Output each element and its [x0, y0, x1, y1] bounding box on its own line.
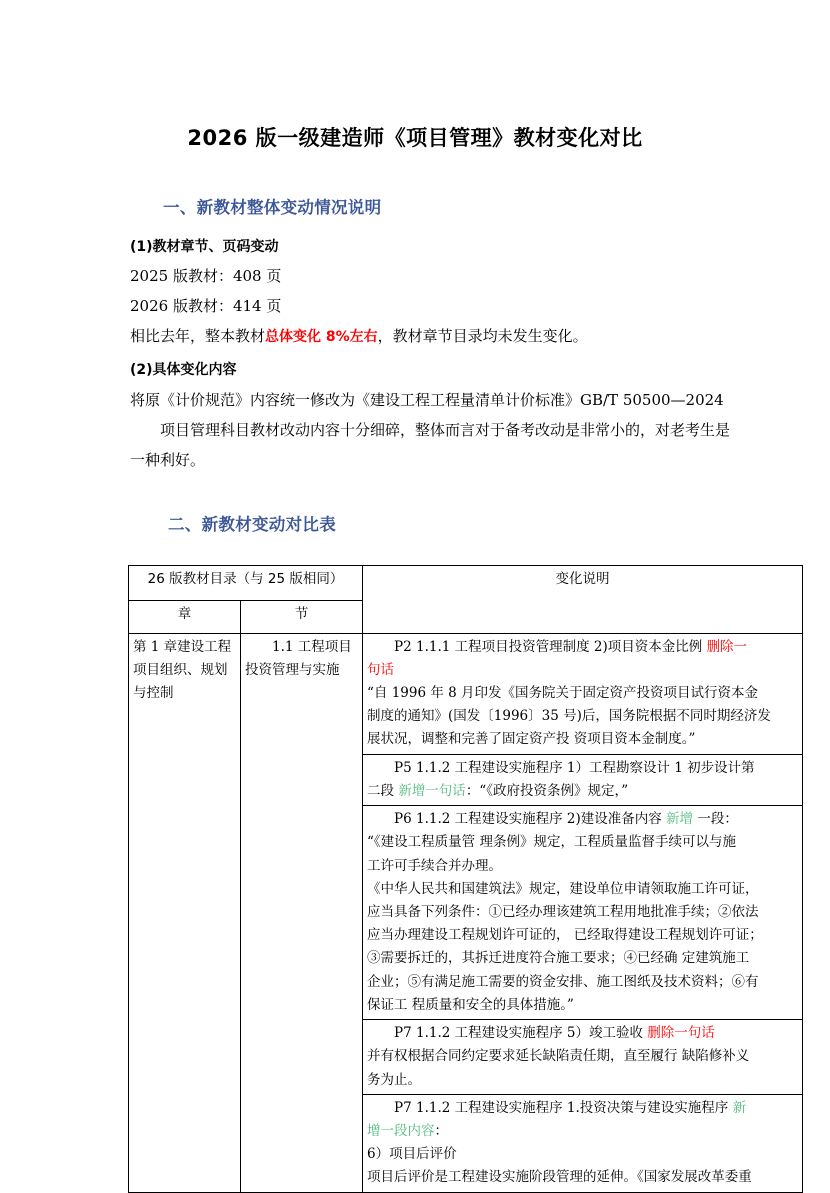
cell-change-note [363, 1094, 803, 1192]
note-line [367, 901, 798, 924]
note-text: ③需要拆迁的，其拆迁进度符合施工要求；④已经确 定建筑施工 [367, 950, 750, 967]
note-text: P6 1.1.2 工程建设实施程序 2)建设准备内容 [394, 811, 667, 828]
cell-change-note [363, 1020, 803, 1095]
overall-change-prefix: 相比去年，整本教材 [130, 327, 266, 346]
note-line [367, 728, 798, 751]
paragraph-standard-rename: 将原《计价规范》内容统一修改为《建设工程工程量清单计价标准》GB/T 50500—2024 [130, 390, 724, 409]
note-text: ： [434, 1122, 449, 1139]
cell-section [241, 633, 363, 1192]
note-text: 展状况，调整和完善了固定资产投 资项目资本金制度。” [367, 731, 696, 748]
note-line [367, 855, 798, 878]
header-textbook-toc: 26 版教材目录（与 25 版相同） [129, 565, 363, 600]
section-heading-1: 一、新教材整体变动情况说明 [163, 198, 382, 217]
cell-change-note [363, 806, 803, 1020]
line-overall-change [130, 321, 752, 351]
note-line [367, 808, 798, 831]
section-1-body [0, 218, 830, 475]
note-line [367, 757, 798, 780]
note-text: 并有权根据合同约定要求延长缺陷责任期，直至履行 缺陷修补义 [367, 1048, 750, 1065]
note-line [367, 1069, 798, 1092]
note-line [367, 1097, 798, 1120]
note-text: 应当办理建设工程规划许可证的， 已经取得建设工程规划许可证； [367, 927, 763, 944]
note-text: 项目后评价是工程建设实施阶段管理的延伸。《国家发展改革委重 [367, 1169, 752, 1186]
paragraph-summary-cont: 一种利好。 [130, 450, 206, 469]
overall-change-highlight: 总体变化 8%左右 [265, 329, 378, 346]
note-text: 制度的通知》(国发〔1996〕35 号)后，国务院根据不同时期经济发 [367, 708, 771, 725]
note-text: “自 1996 年 8 月印发《国务院关于固定资产投资项目试行资本金 [367, 685, 759, 702]
overall-change-suffix: ，教材章节目录均未发生变化。 [377, 327, 588, 346]
header-chapter: 章 [129, 600, 241, 633]
note-line [367, 659, 798, 682]
header-change-description: 变化说明 [363, 565, 803, 633]
note-line [367, 636, 798, 659]
note-text: 企业；⑤有满足施工需要的资金安排、施工图纸及技术资料；⑥有 [367, 973, 759, 990]
note-line [367, 1045, 798, 1068]
cell-change-note [363, 633, 803, 754]
note-line [367, 1143, 798, 1166]
subheading-chapter-page-changes: (1)教材章节、页码变动 [130, 239, 279, 255]
note-text: 《中华人民共和国建筑法》规定，建设单位申请领取施工许可证， [367, 880, 759, 897]
note-text: P2 1.1.1 工程项目投资管理制度 2)项目资本金比例 [394, 638, 707, 655]
added-marker: 新增一句话 [398, 782, 466, 799]
comparison-table [128, 565, 803, 1193]
note-text: 一段： [693, 811, 738, 828]
note-text: P7 1.1.2 工程建设实施程序 5）竣工验收 [394, 1025, 648, 1042]
note-line [367, 682, 798, 705]
note-line [367, 1120, 798, 1143]
deleted-marker: 句话 [367, 661, 395, 678]
note-line [367, 878, 798, 901]
note-text: 务为止。 [367, 1071, 422, 1088]
line-2026-edition: 2026 版教材：414 页 [130, 297, 282, 316]
note-line [367, 831, 798, 854]
page-title: 2026 版一级建造师《项目管理》教材变化对比 [187, 126, 643, 150]
header-section: 节 [241, 600, 363, 633]
table-head [129, 565, 803, 633]
note-text: 6）项目后评价 [367, 1146, 457, 1163]
table-body [129, 633, 803, 1192]
paragraph-summary: 项目管理科目教材改动内容十分细碎，整体而言对于备考改动是非常小的，对老考生是 [160, 420, 731, 439]
table-row [129, 633, 803, 754]
note-text: P5 1.1.2 工程建设实施程序 1）工程勘察设计 1 初步设计第 [394, 759, 755, 776]
note-text: 二段 [367, 782, 399, 799]
note-text: P7 1.1.2 工程建设实施程序 1.投资决策与建设实施程序 [394, 1099, 733, 1116]
added-marker: 新 [732, 1099, 747, 1116]
note-line [367, 780, 798, 803]
deleted-marker: 删除一 [706, 638, 748, 655]
cell-chapter: 第 1 章建设工程项目组织、规划与控制 [129, 633, 241, 1192]
note-text: ：“《政府投资条例》规定，” [465, 782, 629, 799]
note-line [367, 1166, 798, 1189]
line-2025-edition: 2025 版教材：408 页 [130, 267, 282, 286]
subheading-specific-changes: (2)具体变化内容 [130, 362, 237, 379]
note-line [367, 924, 798, 947]
note-line [367, 994, 798, 1017]
section-heading-2: 二、新教材变动对比表 [168, 514, 336, 534]
note-text: “《建设工程质量管 理条例》规定，工程质量监督手续可以与施 [367, 834, 736, 851]
note-line [367, 947, 798, 970]
cell-section-label: 1.1 工程项目投资管理与实施 [245, 638, 352, 678]
note-text: 工许可手续合并办理。 [367, 857, 503, 874]
deleted-marker: 删除一句话 [647, 1025, 715, 1042]
note-line [367, 1022, 798, 1045]
cell-change-note [363, 754, 803, 805]
added-marker: 增一段内容 [367, 1122, 435, 1139]
note-line [367, 971, 798, 994]
table-header-row-1 [129, 565, 803, 600]
comparison-table-wrapper [0, 535, 830, 1193]
note-text: 保证工 程质量和安全的具体措施。” [367, 996, 574, 1013]
added-marker: 新增 [666, 811, 694, 828]
note-text: 应当具备下列条件：①已经办理该建筑工程用地批准手续；②依法 [367, 904, 759, 920]
note-line [367, 705, 798, 728]
